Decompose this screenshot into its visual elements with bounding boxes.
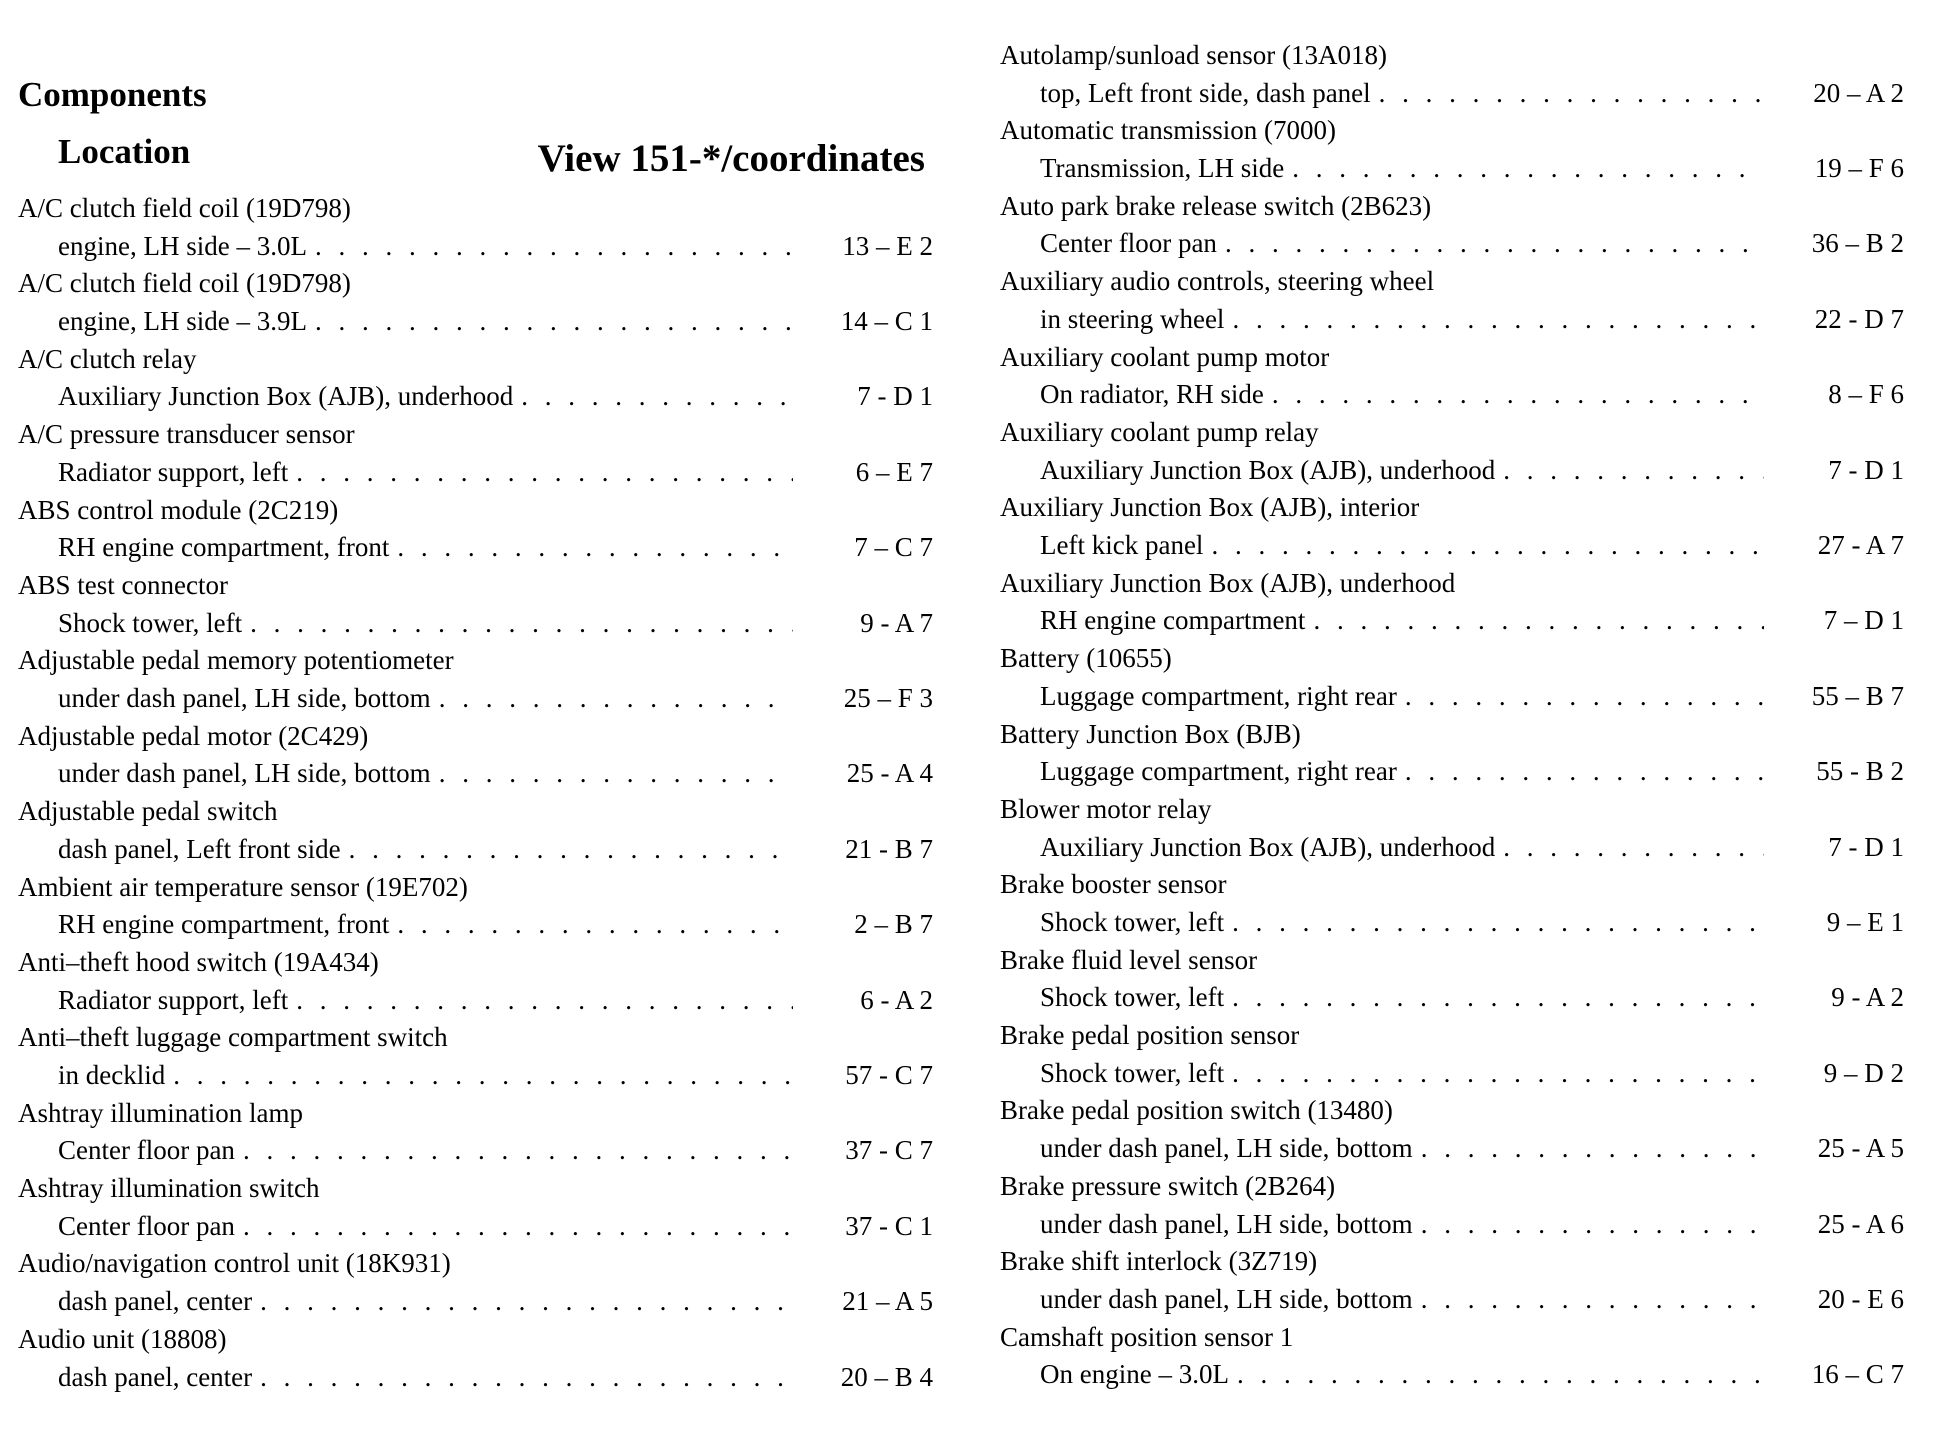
component-entry [1000,1168,1904,1243]
component-name: Battery (10655) [1000,643,1172,674]
location-row [1000,979,1904,1017]
component-entry [1000,263,1904,338]
dot-leader [1232,1055,1764,1093]
view-coordinate: 19 – F 6 [1814,153,1904,184]
location-row [1000,225,1904,263]
view-coordinate: 8 – F 6 [1828,379,1904,410]
component-name: Brake pedal position sensor [1000,1020,1300,1051]
dot-leader [260,1359,793,1397]
location-row [18,1359,933,1397]
component-location: under dash panel, LH side, bottom [1040,1208,1413,1239]
dot-leader [1313,602,1764,640]
component-entry [18,567,933,642]
dot-leader [349,831,793,869]
component-entry [18,718,933,793]
component-name: Adjustable pedal memory potentiometer [18,645,454,676]
dot-leader [1272,376,1764,414]
location-row [1000,527,1904,565]
dot-leader [1503,829,1764,867]
component-name: ABS test connector [18,569,228,600]
component-name: Battery Junction Box (BJB) [1000,718,1301,749]
location-row [18,1132,933,1170]
dot-leader [1405,678,1764,716]
component-entry [1000,565,1904,640]
component-name: Audio unit (18808) [18,1323,227,1354]
dot-leader [1232,979,1764,1017]
component-location: dash panel, center [58,1286,253,1317]
view-coordinate: 7 – C 7 [854,532,933,563]
component-name: A/C pressure transducer sensor [18,419,355,450]
right-entry-list [1000,37,1904,1394]
component-name: Autolamp/sunload sensor (13A018) [1000,40,1387,70]
view-coordinate: 21 – A 5 [842,1286,933,1317]
component-location: Auxiliary Junction Box (AJB), underhood [58,381,514,412]
component-name: Brake pedal position switch (13480) [1000,1095,1393,1126]
dot-leader [243,1132,793,1170]
dot-leader [439,680,793,718]
component-entry [1000,1017,1904,1092]
component-location: Luggage compartment, right rear [1040,756,1397,787]
component-location: engine, LH side – 3.0L [58,230,307,261]
view-coordinate: 25 - A 5 [1817,1133,1904,1164]
location-row [18,1208,933,1246]
component-location: RH engine compartment, front [58,532,390,563]
dot-leader [1405,753,1764,791]
view-coordinate: 13 – E 2 [842,230,933,261]
component-location: Shock tower, left [1040,1057,1225,1088]
view-coordinate: 6 – E 7 [855,456,933,487]
location-row [18,1283,933,1321]
dot-leader [1292,150,1764,188]
view-coordinate: 21 - B 7 [845,833,933,864]
view-coordinate: 37 - C 1 [845,1210,933,1241]
component-entry [18,642,933,717]
component-entry [18,869,933,944]
component-location: On engine – 3.0L [1040,1359,1229,1390]
component-location: in steering wheel [1040,303,1225,334]
component-entry [18,793,933,868]
component-entry [1000,37,1904,112]
component-entry [1000,489,1904,564]
component-name: Blower motor relay [1000,793,1212,824]
component-name: Ashtray illumination lamp [18,1097,303,1128]
location-row [1000,75,1904,113]
dot-leader [296,982,793,1020]
location-heading: Location [58,132,191,171]
view-coordinate: 16 – C 7 [1811,1359,1904,1390]
component-location: Shock tower, left [1040,906,1225,937]
component-name: Anti–theft hood switch (19A434) [18,946,379,977]
component-location: RH engine compartment, front [58,909,390,940]
dot-leader [397,529,793,567]
location-row [1000,753,1904,791]
component-name: A/C clutch field coil (19D798) [18,268,351,299]
location-row [1000,829,1904,867]
component-name: Camshaft position sensor 1 [1000,1321,1294,1352]
location-row [18,755,933,793]
component-entry [18,265,933,340]
dot-leader [521,378,793,416]
component-location: dash panel, Left front side [58,833,341,864]
component-entry [18,1321,933,1396]
component-name: Ambient air temperature sensor (19E702) [18,871,468,902]
view-coordinate: 9 – D 2 [1823,1057,1904,1088]
location-row [1000,1356,1904,1394]
component-name: Auxiliary coolant pump motor [1000,341,1330,372]
view-coordinate: 20 - E 6 [1817,1283,1904,1314]
location-row [18,529,933,567]
location-row [18,982,933,1020]
dot-leader [315,303,793,341]
dot-leader [1225,225,1764,263]
location-row [18,228,933,266]
component-name: Brake pressure switch (2B264) [1000,1170,1336,1201]
component-name: Adjustable pedal switch [18,796,278,827]
component-entry [18,1095,933,1170]
view-coordinate: 25 – F 3 [843,683,933,714]
dot-leader [1211,527,1764,565]
component-entry [1000,791,1904,866]
component-location: Auxiliary Junction Box (AJB), underhood [1040,831,1496,862]
location-row [18,831,933,869]
component-name: Brake shift interlock (3Z719) [1000,1246,1318,1277]
component-location: under dash panel, LH side, bottom [1040,1133,1413,1164]
component-location: Shock tower, left [58,607,243,638]
component-name: A/C clutch relay [18,343,197,374]
component-name: A/C clutch field coil (19D798) [18,193,351,223]
component-entry [1000,942,1904,1017]
location-row [1000,678,1904,716]
component-location: under dash panel, LH side, bottom [58,758,431,789]
view-coordinate: 37 - C 7 [845,1135,933,1166]
component-location: Center floor pan [58,1135,235,1166]
component-entry [1000,339,1904,414]
location-row [18,605,933,643]
dot-leader [243,1208,793,1246]
dot-leader [397,906,793,944]
location-row [1000,1206,1904,1244]
component-name: Ashtray illumination switch [18,1173,320,1204]
component-name: Brake fluid level sensor [1000,944,1258,975]
component-location: Radiator support, left [58,456,289,487]
dot-leader [315,228,793,266]
component-name: Automatic transmission (7000) [1000,115,1336,146]
component-entry [18,341,933,416]
component-entry [1000,1092,1904,1167]
dot-leader [1237,1356,1764,1394]
component-name: Brake booster sensor [1000,869,1227,900]
component-entry [1000,716,1904,791]
components-heading: Components [18,75,207,114]
component-location: Left kick panel [1040,530,1204,561]
dot-leader [1421,1206,1764,1244]
component-location: engine, LH side – 3.9L [58,306,307,337]
left-entry-list [18,190,933,1396]
dot-leader [1421,1130,1764,1168]
component-entry [1000,1319,1904,1394]
view-coordinate: 20 – B 4 [840,1361,933,1392]
location-row [1000,1055,1904,1093]
location-row [18,906,933,944]
view-coordinate: 57 - C 7 [845,1059,933,1090]
dot-leader [296,454,793,492]
view-coordinate: 9 - A 7 [860,607,933,638]
view-coordinate: 9 - A 2 [1831,982,1904,1013]
component-location: Transmission, LH side [1040,153,1285,184]
location-row [1000,301,1904,339]
view-coordinate: 2 – B 7 [854,909,933,940]
component-entry [1000,866,1904,941]
dot-leader [1379,75,1764,113]
dot-leader [1232,301,1764,339]
component-name: Audio/navigation control unit (18K931) [18,1248,451,1279]
component-location: top, Left front side, dash panel [1040,77,1371,108]
dot-leader [250,605,793,643]
component-entry [18,1019,933,1094]
location-row [1000,1130,1904,1168]
view-coordinate: 25 - A 6 [1817,1208,1904,1239]
component-name: Auxiliary audio controls, steering wheel [1000,266,1435,297]
location-row [1000,452,1904,490]
dot-leader [260,1283,793,1321]
component-entry [18,492,933,567]
dot-leader [173,1057,793,1095]
view-coordinate: 9 – E 1 [1826,906,1904,937]
component-name: Auxiliary Junction Box (AJB), interior [1000,492,1420,523]
dot-leader [1232,904,1764,942]
view-coordinate: 25 - A 4 [846,758,933,789]
component-entry [1000,640,1904,715]
component-entry [18,1245,933,1320]
location-row [1000,602,1904,640]
view-coordinate: 20 – A 2 [1813,77,1904,108]
component-entry [18,1170,933,1245]
component-entry [1000,414,1904,489]
component-location: On radiator, RH side [1040,379,1264,410]
dot-leader [1421,1281,1764,1319]
location-row [18,680,933,718]
component-location: under dash panel, LH side, bottom [1040,1283,1413,1314]
view-coordinate: 27 - A 7 [1817,530,1904,561]
location-row [1000,904,1904,942]
location-row [1000,376,1904,414]
component-entry [1000,112,1904,187]
component-location: Center floor pan [1040,228,1217,259]
component-location: Center floor pan [58,1210,235,1241]
location-row [1000,1281,1904,1319]
component-location: in decklid [58,1059,166,1090]
component-name: Adjustable pedal motor (2C429) [18,720,369,751]
component-location: Radiator support, left [58,984,289,1015]
view-coordinate: 7 - D 1 [1828,454,1904,485]
view-coordinate: 6 - A 2 [860,984,933,1015]
component-entry [18,190,933,265]
view-coordinate: 55 – B 7 [1811,680,1904,711]
view-coordinates-heading: View 151-*/coordinates [537,137,925,180]
component-entry [1000,188,1904,263]
component-location: under dash panel, LH side, bottom [58,683,431,714]
view-coordinate: 22 - D 7 [1814,303,1904,334]
component-location: Shock tower, left [1040,982,1225,1013]
view-coordinate: 7 – D 1 [1823,605,1904,636]
location-row [18,303,933,341]
component-name: Auxiliary Junction Box (AJB), underhood [1000,567,1456,598]
location-row [18,1057,933,1095]
view-coordinate: 36 – B 2 [1811,228,1904,259]
component-name: Anti–theft luggage compartment switch [18,1022,448,1053]
component-name: ABS control module (2C219) [18,494,339,525]
location-row [18,378,933,416]
component-entry [18,944,933,1019]
component-entry [18,416,933,491]
view-coordinate: 7 - D 1 [857,381,933,412]
location-row [1000,150,1904,188]
dot-leader [439,755,793,793]
dot-leader [1503,452,1764,490]
component-name: Auxiliary coolant pump relay [1000,416,1319,447]
component-name: Auto park brake release switch (2B623) [1000,190,1432,221]
location-row [18,454,933,492]
view-coordinate: 55 - B 2 [1816,756,1904,787]
view-coordinate: 7 - D 1 [1828,831,1904,862]
component-location: dash panel, center [58,1361,253,1392]
component-location: Luggage compartment, right rear [1040,680,1397,711]
component-location: RH engine compartment [1040,605,1306,636]
component-entry [1000,1243,1904,1318]
component-location: Auxiliary Junction Box (AJB), underhood [1040,454,1496,485]
view-coordinate: 14 – C 1 [840,306,933,337]
